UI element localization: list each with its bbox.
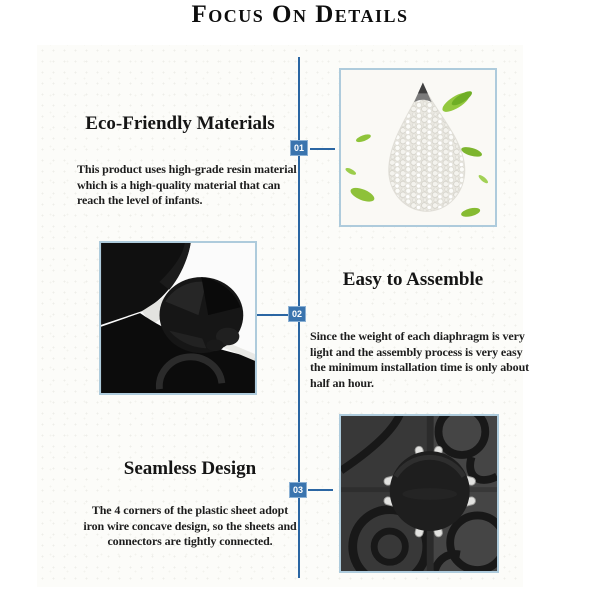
section-3-heading: Seamless Design (123, 458, 257, 479)
section-2-heading: Easy to Assemble (342, 269, 484, 290)
step-badge-02: 02 (288, 306, 306, 322)
timeline-connector-3 (308, 489, 333, 491)
step-badge-03: 03 (289, 482, 307, 498)
corner-connector-illustration (101, 243, 255, 393)
section-2-body: Since the weight of each diaphragm is very light and the assembly process is very easy the minimum installation time is only about half an hour. (310, 329, 530, 390)
resin-drop-image (339, 68, 497, 227)
page-title: Focus On Details (191, 1, 409, 28)
corner-connector-image (99, 241, 257, 395)
panel-connector-image (339, 414, 499, 573)
section-1-body: This product uses high-grade resin material which is a high-quality material that can reach the level of infants. (77, 162, 297, 208)
panel-connector-illustration (341, 416, 497, 571)
section-1-heading: Eco-Friendly Materials (85, 113, 275, 134)
section-3-body: The 4 corners of the plastic sheet adopt iron wire concave design, so the sheets and connectors are tightly connected. (83, 503, 297, 549)
step-badge-01: 01 (290, 140, 308, 156)
timeline-connector-1 (310, 148, 335, 150)
resin-drop-illustration (341, 70, 495, 225)
timeline-connector-2 (257, 314, 288, 316)
